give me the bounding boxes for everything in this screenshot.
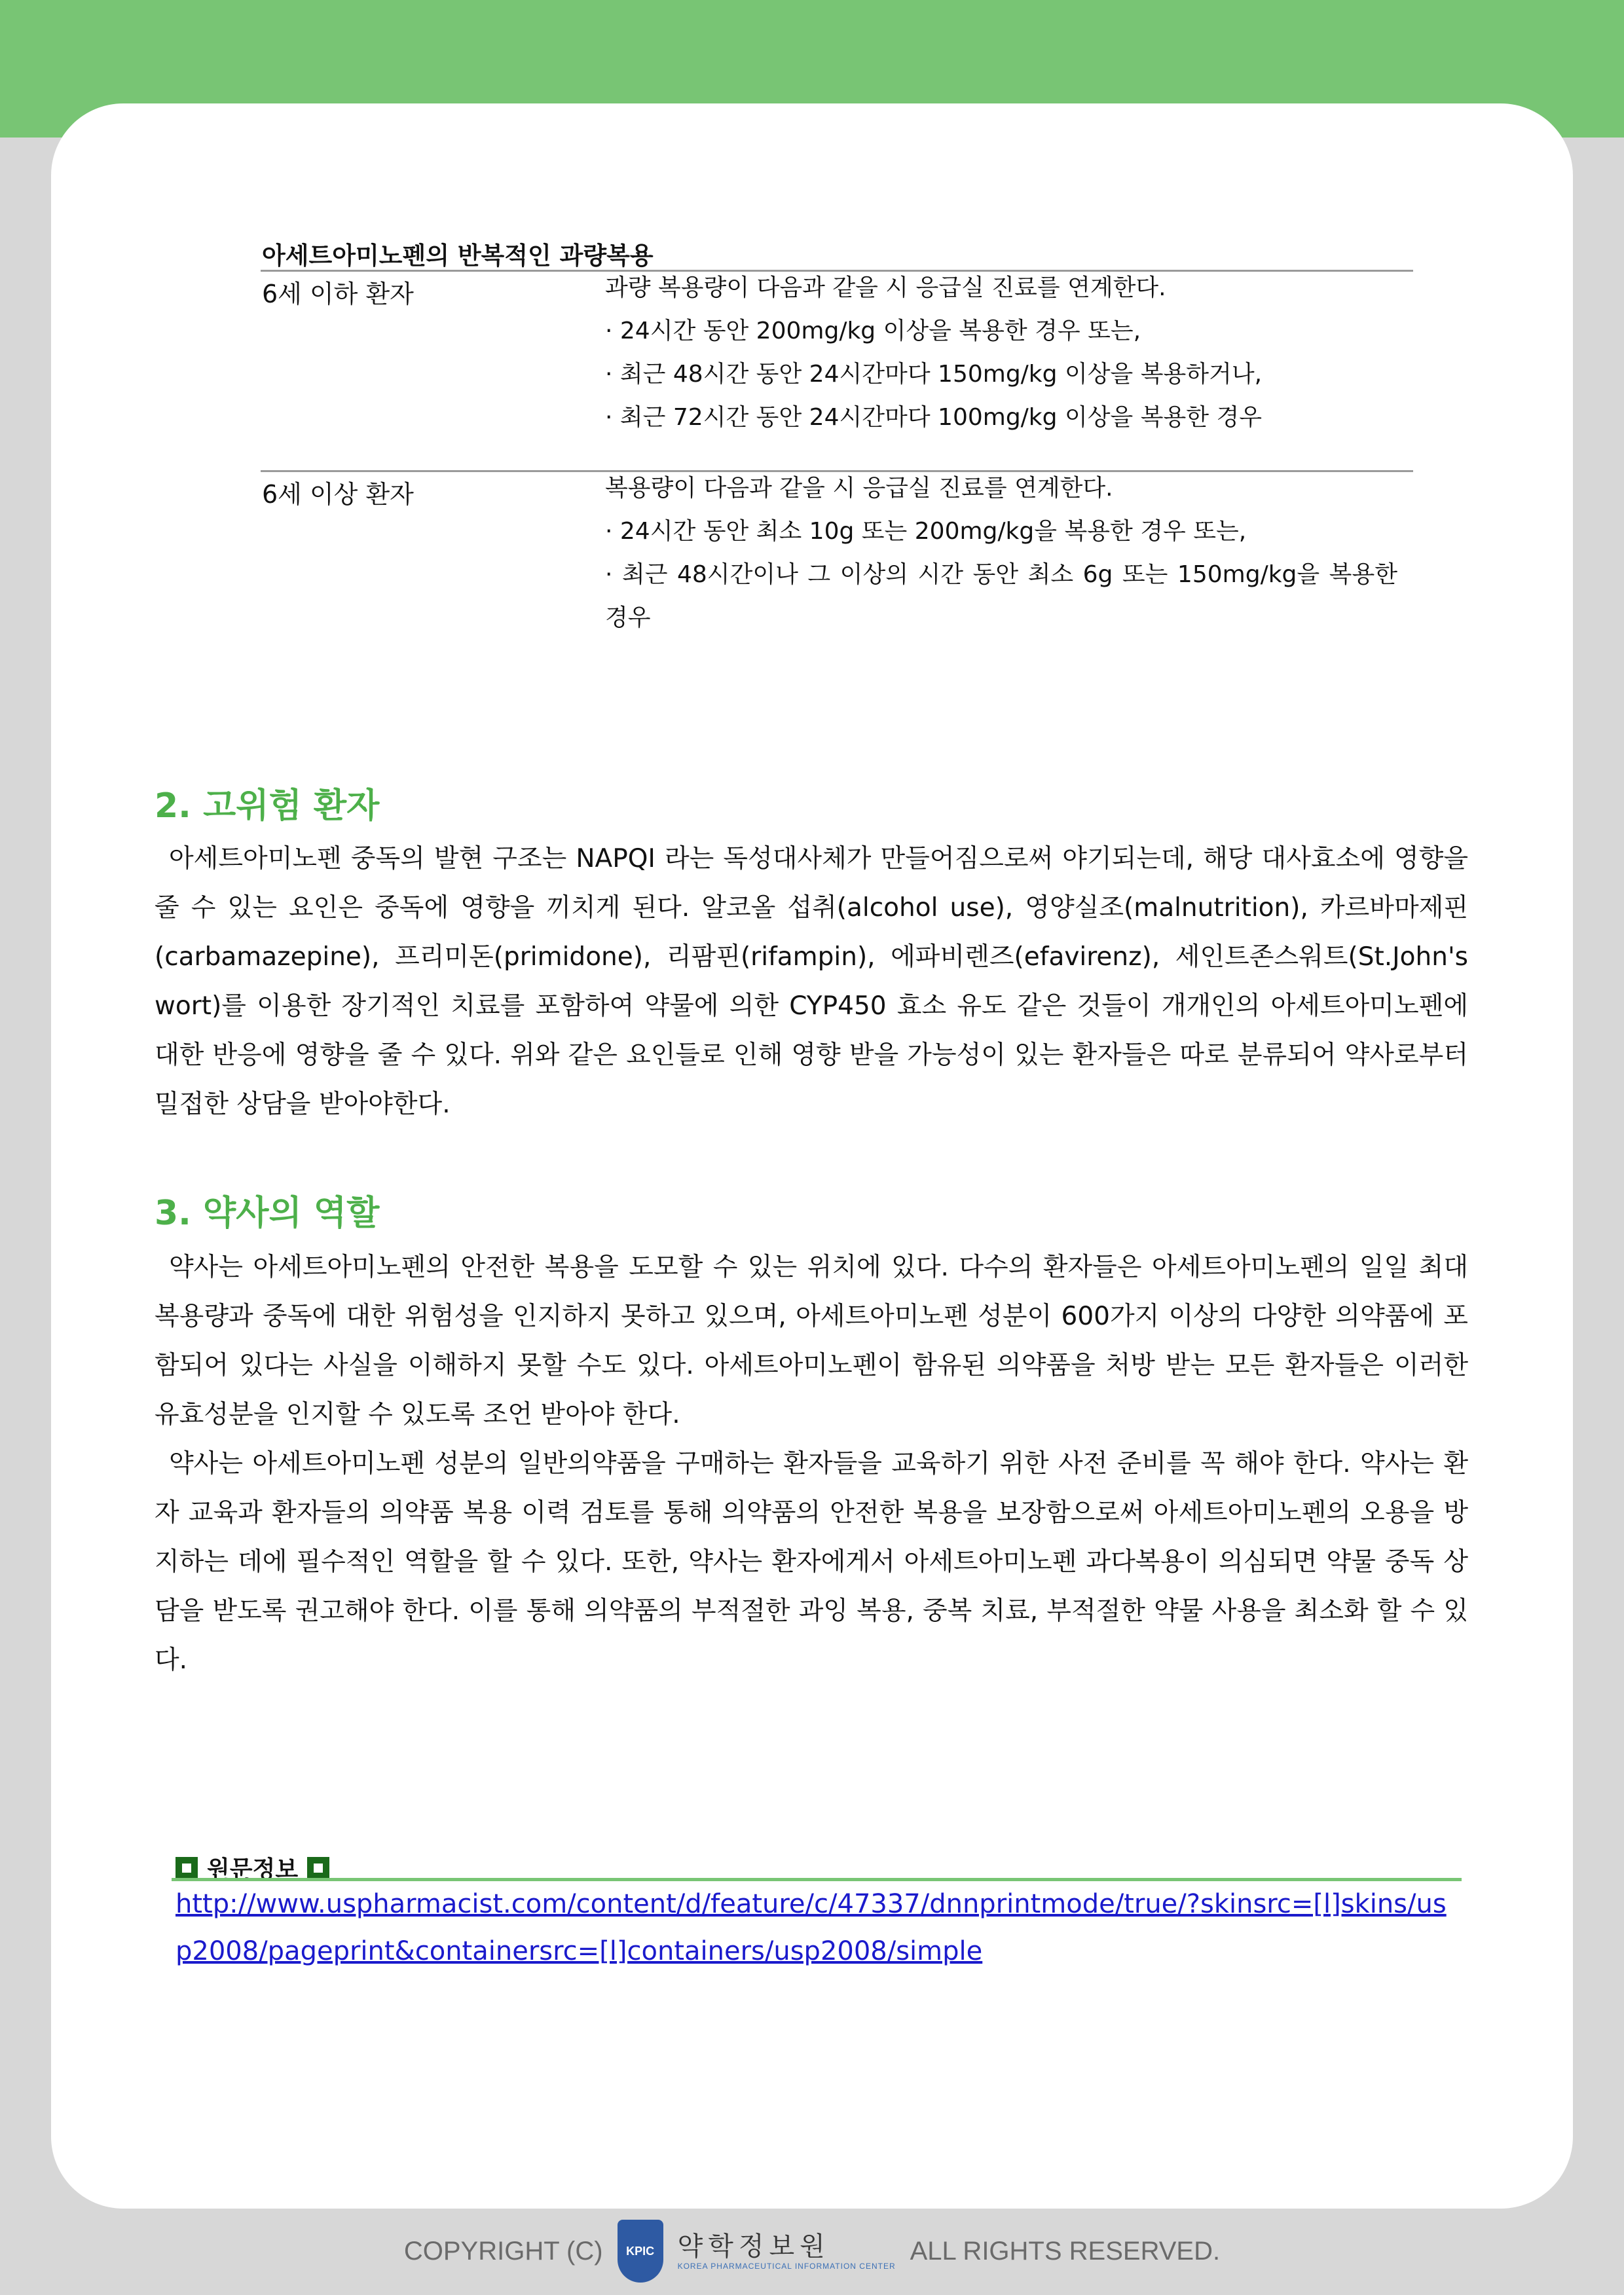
table-line: 과량 복용량이 다음과 같을 시 응급실 진료를 연계한다.: [605, 274, 1166, 301]
square-bullet-icon: [175, 1857, 198, 1879]
table-line: · 최근 72시간 동안 24시간마다 100mg/kg 이상을 복용한 경우: [605, 404, 1263, 431]
org-name-en: KOREA PHARMACEUTICAL INFORMATION CENTER: [677, 2262, 896, 2271]
table-row-content: [605, 266, 1397, 439]
table-title: 아세트아미노펜의 반복적인 과량복용: [262, 242, 654, 270]
org-name-ko: 약학정보원: [677, 2232, 830, 2261]
copyright-text: COPYRIGHT (C): [403, 2236, 603, 2266]
source-url-link[interactable]: http://www.uspharmacist.com/content/d/feature/c/47337/dnnprintmode/true/?skinsrc=[l]skins/usp2008/pageprint&containersrc=[l]containers/usp2008/simple: [175, 1889, 1447, 1966]
table-row-content: [605, 467, 1397, 640]
table-row-label: 6세 이하 환자: [262, 280, 414, 308]
table-line: · 최근 48시간 동안 24시간마다 150mg/kg 이상을 복용하거나,: [605, 361, 1263, 388]
org-name: [678, 2231, 896, 2271]
section-paragraph: 약사는 아세트아미노펜 성분의 일반의약품을 구매하는 환자들을 교육하기 위한 사전 준비를 꼭 해야 한다. 약사는 환자 교육과 환자들의 의약품 복용 이력 검토를 통해 의약품의 안전한 복용을 보장함으로써 아세트아미노펜의 오용을 방지하는 데에 필수적인 역할을 할 수 있다. 또한, 약사는 환자에게서 아세트아미노펜 과다복용이 의심되면 약물 중독 상담을 받도록 권고해야 한다. 이를 통해 의약품의 부적절한 과잉 복용, 중복 치료, 부적절한 약물 사용을 최소화 할 수 있다.: [155, 1449, 1468, 1675]
table-line: · 24시간 동안 최소 10g 또는 200mg/kg을 복용한 경우 또는,: [605, 518, 1247, 545]
table-row-label: 6세 이상 환자: [262, 480, 414, 509]
footer: [0, 2218, 1624, 2284]
rights-text: ALL RIGHTS RESERVED.: [910, 2236, 1221, 2266]
source-label-text: 원문정보: [207, 1856, 299, 1883]
section-heading: 2. 고위험 환자: [155, 786, 380, 826]
table-line: 복용량이 다음과 같을 시 응급실 진료를 연계한다.: [605, 475, 1113, 502]
table-line: · 24시간 동안 200mg/kg 이상을 복용한 경우 또는,: [605, 318, 1141, 344]
section-paragraph: 아세트아미노펜 중독의 발현 구조는 NAPQI 라는 독성대사체가 만들어짐으로써 야기되는데, 해당 대사효소에 영향을 줄 수 있는 요인은 중독에 영향을 끼치게 된다. 알코올 섭취(alcohol use), 영양실조(malnutrition), 카르바마제핀(carbamazepine), 프리미돈(primidone), 리팜핀(rifampin), 에파비렌즈(efavirenz), 세인트존스워트(St.John's wort)를 이용한 장기적인 치료를 포함하여 약물에 의한 CYP450 효소 유도 같은 것들이 개개인의 아세트아미노펜에 대한 반응에 영향을 줄 수 있다. 위와 같은 요인들로 인해 영향 받을 가능성이 있는 환자들은 따로 분류되어 약사로부터 밀접한 상담을 받아야한다.: [155, 844, 1468, 1119]
kpic-logo-icon: KPIC: [618, 2220, 663, 2283]
table-line: · 최근 48시간이나 그 이상의 시간 동안 최소 6g 또는 150mg/kg을 복용한 경우: [605, 561, 1397, 631]
section-paragraph: 약사는 아세트아미노펜의 안전한 복용을 도모할 수 있는 위치에 있다. 다수의 환자들은 아세트아미노펜의 일일 최대 복용량과 중독에 대한 위험성을 인지하지 못하고 있으며, 아세트아미노펜 성분이 600가지 이상의 다양한 의약품에 포함되어 있다는 사실을 이해하지 못할 수도 있다. 아세트아미노펜이 함유된 의약품을 처방 받는 모든 환자들은 이러한 유효성분을 인지할 수 있도록 조언 받아야 한다.: [155, 1253, 1468, 1429]
square-bullet-icon: [307, 1857, 329, 1879]
section-heading: 3. 약사의 역할: [155, 1194, 380, 1233]
